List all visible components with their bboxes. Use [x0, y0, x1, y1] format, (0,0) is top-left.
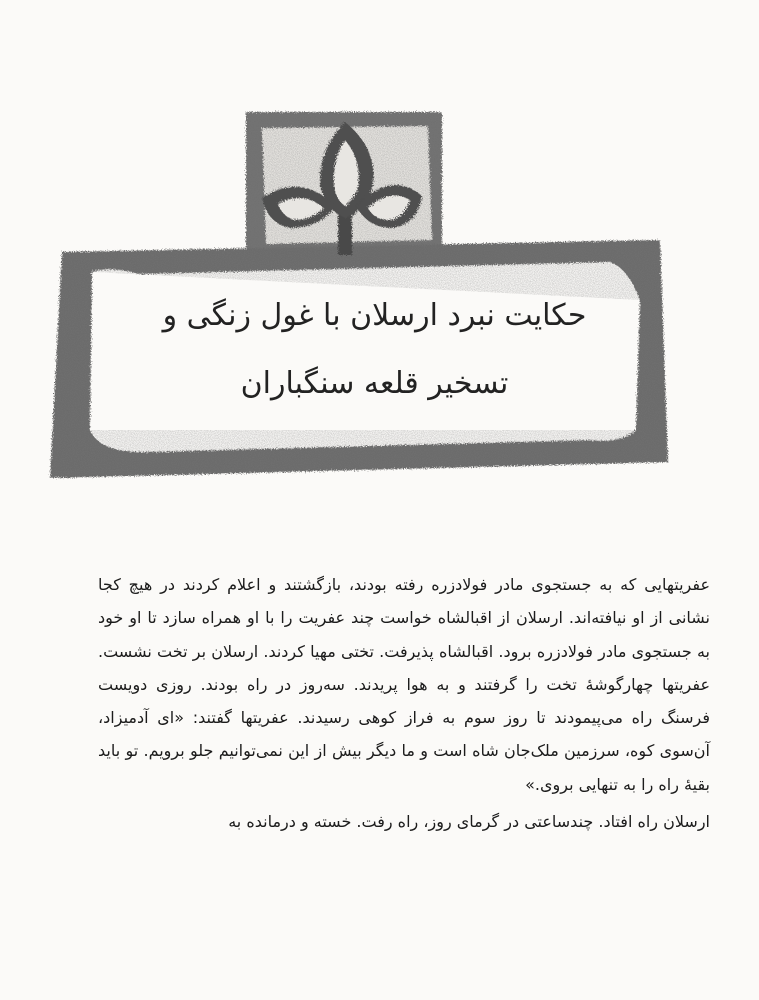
story-body: [98, 568, 710, 838]
story-title-line-1: حکایت نبرد ارسلان با غول زنگی و: [162, 298, 587, 333]
story-title-line-2: تسخیر قلعه سنگباران: [240, 366, 509, 401]
paragraph-1: عفریتهایی که به جستجوی مادر فولادزره رفته بودند، بازگشتند و اعلام کردند در هیچ کجا نشانی از او نیافته‌اند. ارسلان از اقبالشاه خواست چند عفریت را با او همراه سازد تا او خود به جستجوی مادر فولادزره برود. اقبالشاه پذیرفت. تختی مهیا کردند. ارسلان بر تخت نشست. عفریتها چهارگوشهٔ تخت را گرفتند و به هوا پریدند. سه‌روز در راه بودند. روزی دویست فرسنگ راه می‌پیمودند تا روز سوم به فراز کوهی رسیدند. عفریتها گفتند: «ای آدمیزاد، آن‌سوی کوه، سرزمین ملک‌جان شاه است و ما دیگر بیش از این نمی‌توانیم جلو برویم. تو باید بقیهٔ راه را به تنهایی بروی.»: [98, 575, 710, 794]
paragraph-2: ارسلان راه افتاد. چندساعتی در گرمای روز، راه رفت. خسته و درمانده به: [228, 812, 710, 832]
